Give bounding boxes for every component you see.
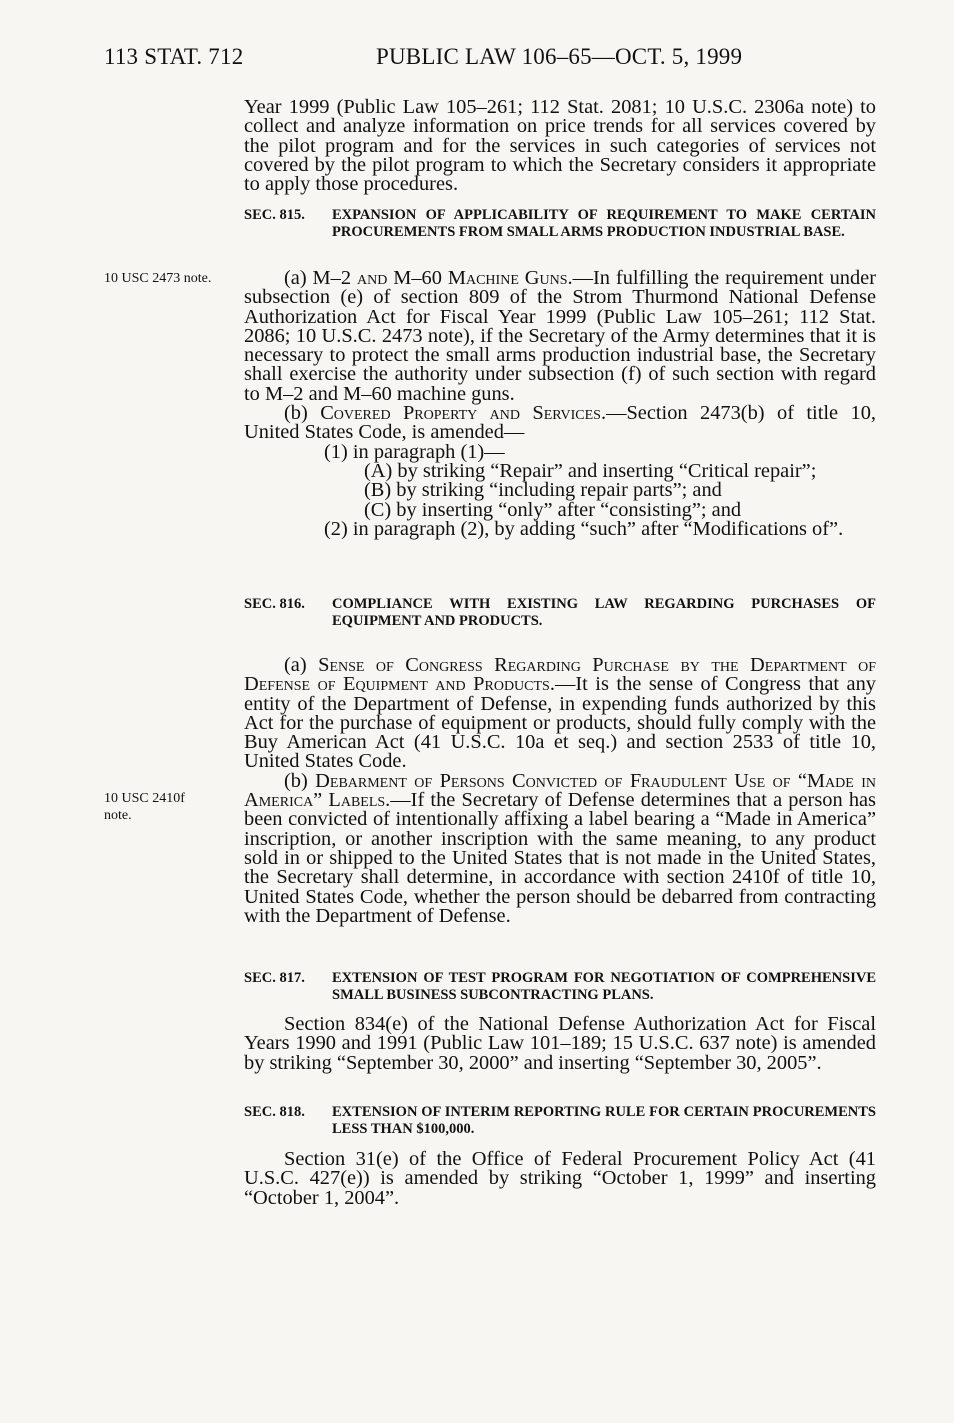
sec-815-b-text: —Section 2473(b) of title 10, United States Code, is amended—: [244, 402, 876, 444]
sec-816-body: [244, 656, 876, 926]
sec-815-title: EXPANSION OF APPLICABILITY OF REQUIREMENT TO MAKE CERTAIN PROCUREMENTS FROM SMALL ARMS PRODUCTION INDUSTRIAL BASE.: [332, 207, 876, 240]
stat-page-number: 113 STAT. 712: [104, 44, 244, 69]
sec-818-heading: [244, 1104, 876, 1138]
running-head: [104, 44, 743, 70]
sec-815-number: SEC. 815.: [244, 207, 305, 223]
sec-816-title: COMPLIANCE WITH EXISTING LAW REGARDING PURCHASES OF EQUIPMENT AND PRODUCTS.: [332, 596, 876, 629]
sec-815-a-label: (a): [284, 267, 313, 289]
sec-815-a-text: —In fulfilling the requirement under subsection (e) of section 809 of the Strom Thurmond National Defense Authorization Act for Fiscal Year 1999 (Public Law 105–261; 112 Stat. 2086; 10 U.S.C. 2473 note), if the Secretary of the Army determines that it is necessary to protect the small arms production industrial base, the Secretary shall exercise the authority under subsection (f) of such section with regard to M–2 and M–60 machine guns.: [244, 267, 876, 405]
sec-816-a-text: —It is the sense of Congress that any entity of the Department of Defense, in expending funds authorized by this Act for the purchase of equipment or products, should fully comply with the Buy American Act (41 U.S.C. 10a et seq.) and section 2533 of title 10, United States Code.: [244, 673, 876, 773]
sec-817-title: EXTENSION OF TEST PROGRAM FOR NEGOTIATION OF COMPREHENSIVE SMALL BUSINESS SUBCONTRACTING PLANS.: [332, 970, 876, 1003]
sec-815-para-A: (A) by striking “Repair” and inserting “Critical repair”;: [364, 459, 817, 482]
sec-816-b-heading: Debarment of Persons Convicted of Fraudulent Use of “Made in America” Labels.: [244, 769, 876, 812]
sec-816-b-text: —If the Secretary of Defense determines that a person has been convicted of intentionally affixing a label bearing a “Made in America” inscription, or another inscription with the same meaning, to any product sold in or shipped to the United States that is not made in the United States, the Secretary shall determine, in accordance with section 2410f of title 10, United States Code, whether the person should be debarred from contracting with the Department of Defense.: [244, 789, 876, 927]
sec-815-para-2: (2) in paragraph (2), by adding “such” after “Modifications of”.: [324, 517, 844, 540]
sec-815-subsection-a: [244, 269, 876, 404]
sec-815-b-label: (b): [284, 402, 321, 425]
sec-816-number: SEC. 816.: [244, 596, 305, 612]
sec-818-title: EXTENSION OF INTERIM REPORTING RULE FOR CERTAIN PROCUREMENTS LESS THAN $100,000.: [332, 1104, 876, 1137]
public-law-heading: PUBLIC LAW 106–65—OCT. 5, 1999: [376, 44, 743, 69]
sec-816-a-label: (a): [284, 654, 319, 676]
sec-815-body: [244, 269, 876, 539]
sec-815-a-heading: M–2 and M–60 Machine Guns.: [312, 267, 573, 289]
sec-817-number: SEC. 817.: [244, 970, 305, 986]
margin-note-2410f: 10 USC 2410f note.: [104, 791, 185, 823]
sec-818-body: [244, 1150, 876, 1208]
margin-note-2473: 10 USC 2473 note.: [104, 271, 212, 286]
sec-816-heading: [244, 596, 876, 630]
continuation-paragraph: [244, 98, 876, 194]
sec-816-b-label: (b): [284, 769, 316, 792]
sec-817-body: [244, 1015, 876, 1073]
sec-815-para-B: (B) by striking “including repair parts”; and: [364, 479, 722, 502]
sec-815-heading: [244, 207, 876, 241]
sec-815-b-heading: Covered Property and Services.: [320, 402, 607, 425]
sec-815-para-C: (C) by inserting “only” after “consisting”; and: [364, 498, 742, 521]
sec-815-subsection-b: [244, 404, 876, 443]
continuation-text: Year 1999 (Public Law 105–261; 112 Stat. 2081; 10 U.S.C. 2306a note) to collect and analyze information on price trends for all services covered by the pilot program and for the services in such categories of services not covered by the pilot program to which the Secretary considers it appropriate to apply those procedures.: [244, 96, 876, 196]
sec-817-heading: [244, 970, 876, 1004]
sec-815-para-1: (1) in paragraph (1)—: [324, 440, 505, 463]
sec-817-text: Section 834(e) of the National Defense Authorization Act for Fiscal Years 1990 and 1991 (Public Law 101–189; 15 U.S.C. 637 note) is amended by striking “September 30, 2000” and inserting “September 30, 2005”.: [244, 1013, 876, 1074]
sec-816-subsection-a: [244, 656, 876, 772]
sec-816-subsection-b: [244, 769, 876, 927]
sec-818-number: SEC. 818.: [244, 1104, 305, 1120]
sec-816-a-heading: Sense of Congress Regarding Purchase by the Department of Defense of Equipment and Products.: [244, 654, 876, 696]
sec-818-text: Section 31(e) of the Office of Federal Procurement Policy Act (41 U.S.C. 427(e)) is amended by striking “October 1, 1999” and inserting “October 1, 2004”.: [244, 1148, 876, 1209]
